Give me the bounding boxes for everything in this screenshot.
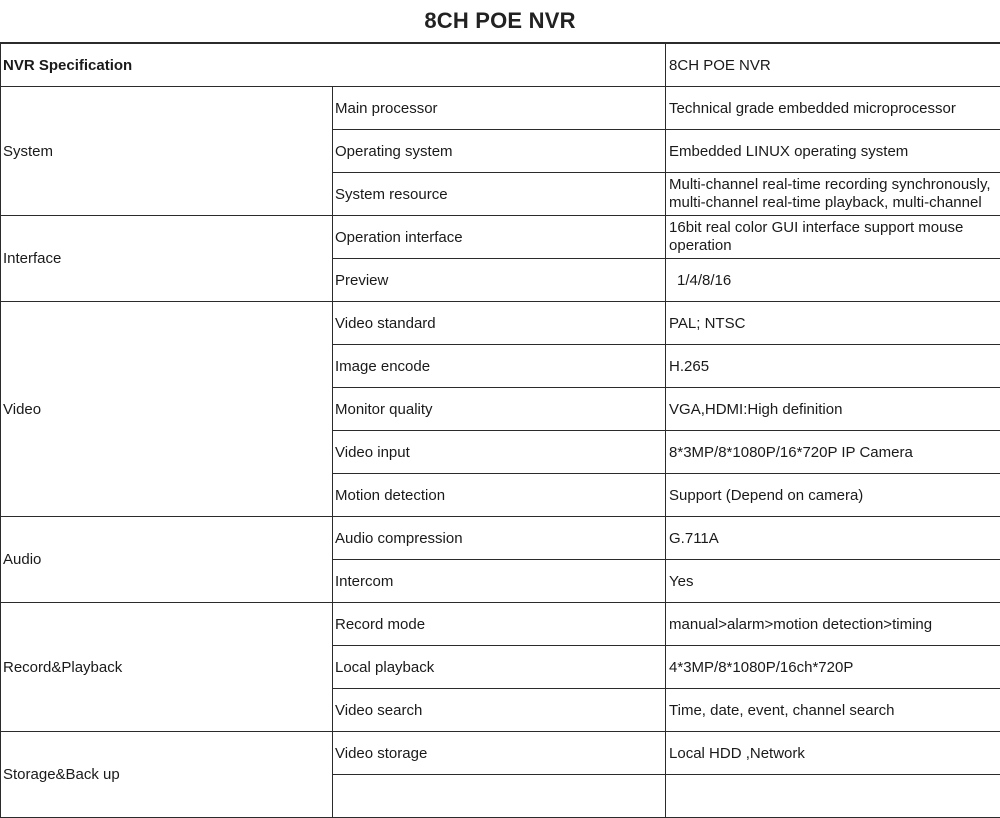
page-title: 8CH POE NVR bbox=[424, 8, 575, 34]
spec-item: Record mode bbox=[333, 603, 666, 646]
spec-item: System resource bbox=[333, 173, 666, 216]
category-system: System bbox=[1, 87, 333, 216]
spec-value: 8*3MP/8*1080P/16*720P IP Camera bbox=[666, 431, 1000, 474]
spec-item: Operating system bbox=[333, 130, 666, 173]
spec-value: H.265 bbox=[666, 345, 1000, 388]
table-row bbox=[1, 517, 1000, 560]
category-interface: Interface bbox=[1, 216, 333, 302]
spec-item: Video input bbox=[333, 431, 666, 474]
spec-value: Multi-channel real-time recording synchronously, multi-channel real-time playback, multi-channel bbox=[666, 173, 1000, 216]
spec-value: Support (Depend on camera) bbox=[666, 474, 1000, 517]
category-record-playback: Record&Playback bbox=[1, 603, 333, 732]
spec-header-value: 8CH POE NVR bbox=[666, 43, 1000, 87]
spec-value: Embedded LINUX operating system bbox=[666, 130, 1000, 173]
spec-value: 16bit real color GUI interface support mouse operation bbox=[666, 216, 1000, 259]
title-band bbox=[0, 0, 1000, 42]
spec-value: 1/4/8/16 bbox=[666, 259, 1000, 302]
spec-item: Video standard bbox=[333, 302, 666, 345]
spec-item: Preview bbox=[333, 259, 666, 302]
table-row bbox=[1, 216, 1000, 259]
table-row bbox=[1, 302, 1000, 345]
spec-item: Operation interface bbox=[333, 216, 666, 259]
spec-value: 4*3MP/8*1080P/16ch*720P bbox=[666, 646, 1000, 689]
spec-item: Video storage bbox=[333, 732, 666, 775]
spec-item: Intercom bbox=[333, 560, 666, 603]
spec-value: Yes bbox=[666, 560, 1000, 603]
spec-item: Video search bbox=[333, 689, 666, 732]
spec-value: G.711A bbox=[666, 517, 1000, 560]
spec-item: Audio compression bbox=[333, 517, 666, 560]
spec-table bbox=[0, 42, 1000, 818]
spec-value bbox=[666, 775, 1000, 818]
spec-item bbox=[333, 775, 666, 818]
spec-value: Time, date, event, channel search bbox=[666, 689, 1000, 732]
category-audio: Audio bbox=[1, 517, 333, 603]
spec-item: Main processor bbox=[333, 87, 666, 130]
category-video: Video bbox=[1, 302, 333, 517]
spec-value: VGA,HDMI:High definition bbox=[666, 388, 1000, 431]
spec-item: Motion detection bbox=[333, 474, 666, 517]
spec-value: manual>alarm>motion detection>timing bbox=[666, 603, 1000, 646]
category-storage-backup: Storage&Back up bbox=[1, 732, 333, 818]
spec-value: PAL; NTSC bbox=[666, 302, 1000, 345]
spec-value: Local HDD ,Network bbox=[666, 732, 1000, 775]
spec-item: Local playback bbox=[333, 646, 666, 689]
table-row bbox=[1, 603, 1000, 646]
spec-header-row bbox=[1, 43, 1000, 87]
spec-item: Image encode bbox=[333, 345, 666, 388]
spec-value: Technical grade embedded microprocessor bbox=[666, 87, 1000, 130]
table-row bbox=[1, 732, 1000, 775]
spec-item: Monitor quality bbox=[333, 388, 666, 431]
table-row bbox=[1, 87, 1000, 130]
spec-header-label: NVR Specification bbox=[1, 43, 666, 87]
